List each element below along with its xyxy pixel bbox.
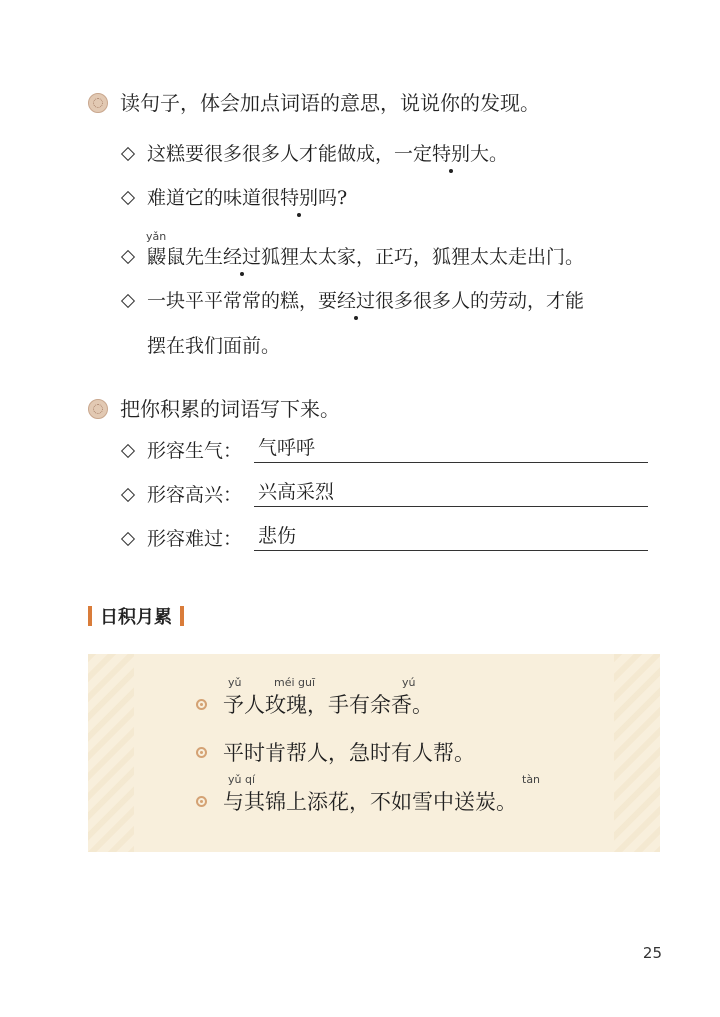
dotted-word: 特别 xyxy=(432,139,470,169)
pinyin-annotation: yǎn xyxy=(146,230,167,243)
word-row-angry xyxy=(120,436,242,466)
diamond-icon xyxy=(121,293,135,307)
answer-text: 兴高采烈 xyxy=(258,481,335,503)
diamond-icon xyxy=(121,146,135,160)
section1-heading-text: 读句子，体会加点词语的意思，说说你的发现。 xyxy=(120,91,540,115)
diamond-icon xyxy=(121,531,135,545)
dotted-word: 经过 xyxy=(337,286,375,316)
diamond-icon xyxy=(121,487,135,501)
diamond-icon xyxy=(121,249,135,263)
pinyin-annotation: yǔ qí xyxy=(228,773,256,786)
ring-icon xyxy=(196,699,207,710)
diamond-icon xyxy=(121,190,135,204)
row-label: 形容难过： xyxy=(147,528,243,550)
answer-line xyxy=(254,522,648,551)
row-label: 形容高兴： xyxy=(147,484,243,506)
answer-text: 悲伤 xyxy=(258,525,297,547)
section3-title: 日积月累 xyxy=(88,604,184,632)
sentence-1: 这糕要很多很多人才能做成，一定特别大。 xyxy=(120,139,508,169)
pinyin-annotation: méi guī xyxy=(274,676,316,689)
ring-icon xyxy=(196,796,207,807)
saying-1: 予人玫瑰，手有余香。 xyxy=(196,690,433,720)
answer-line xyxy=(254,434,648,463)
saying-2: 平时肯帮人，急时有人帮。 xyxy=(196,738,475,768)
row-label: 形容生气： xyxy=(147,440,243,462)
sentence-4: 一块平平常常的糕，要经过很多很多人的劳动，才能 xyxy=(120,286,584,316)
answer-text: 气呼呼 xyxy=(258,437,316,459)
dotted-word: 经过 xyxy=(223,242,261,272)
ring-icon xyxy=(196,747,207,758)
saying-3: 与其锦上添花，不如雪中送炭。 xyxy=(196,787,517,817)
accent-bar xyxy=(88,606,92,626)
word-row-sad xyxy=(120,524,242,554)
sentence-2: 难道它的味道很特别吗? xyxy=(120,183,347,213)
pinyin-annotation: yú xyxy=(402,676,416,689)
section2-heading-text: 把你积累的词语写下来。 xyxy=(120,397,340,421)
seal-icon xyxy=(88,93,108,113)
diamond-icon xyxy=(121,443,135,457)
page-number: 25 xyxy=(642,944,662,962)
pinyin-annotation: yǔ xyxy=(228,676,242,689)
pinyin-annotation: tàn xyxy=(522,773,541,786)
sentence-3: 鼹鼠先生经过狐狸太太家，正巧，狐狸太太走出门。 xyxy=(120,242,584,272)
dotted-word: 特别 xyxy=(280,183,318,213)
answer-line xyxy=(254,478,648,507)
word-row-happy xyxy=(120,480,242,510)
accent-bar xyxy=(180,606,184,626)
seal-icon xyxy=(88,399,108,419)
sentence-4-continuation: 摆在我们面前。 xyxy=(147,335,281,357)
